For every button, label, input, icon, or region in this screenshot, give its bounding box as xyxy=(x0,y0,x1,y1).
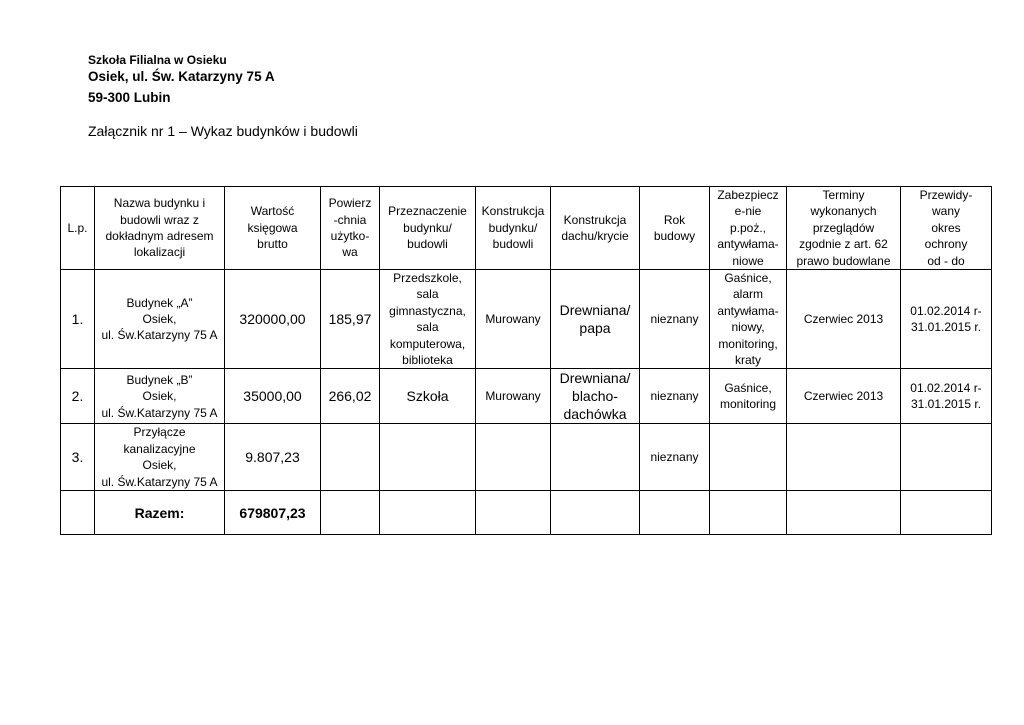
cell-value: 9.807,23 xyxy=(225,424,321,491)
col-header-inspections: Terminy wykonanych przeglądów zgodnie z art. 62 prawo budowlane xyxy=(787,187,901,270)
cell-roof: Drewniana/ blacho- dachówka xyxy=(551,369,640,424)
col-header-protection: Przewidy- wany okres ochrony od - do xyxy=(901,187,992,270)
cell-empty xyxy=(640,491,710,535)
school-name: Szkoła Filialna w Osieku xyxy=(88,53,227,67)
cell-value: 320000,00 xyxy=(225,270,321,369)
col-header-year: Rok budowy xyxy=(640,187,710,270)
cell-year: nieznany xyxy=(640,424,710,491)
table-total-row xyxy=(61,491,992,535)
cell-protection: 01.02.2014 r- 31.01.2015 r. xyxy=(901,369,992,424)
cell-security: Gaśnice, monitoring xyxy=(710,369,787,424)
total-value: 679807,23 xyxy=(225,491,321,535)
table-row xyxy=(61,270,992,369)
cell-name: Budynek „B” Osiek, ul. Św.Katarzyny 75 A xyxy=(95,369,225,424)
col-header-value: Wartość księgowa brutto xyxy=(225,187,321,270)
col-header-lp: L.p. xyxy=(61,187,95,270)
cell-security: Gaśnice, alarm antywłama- niowy, monitoring, kraty xyxy=(710,270,787,369)
col-header-security: Zabezpiecz e-nie p.poż., antywłama- niowe xyxy=(710,187,787,270)
annex-title: Załącznik nr 1 – Wykaz budynków i budowli xyxy=(88,123,358,139)
cell-construction: Murowany xyxy=(476,369,551,424)
cell-year: nieznany xyxy=(640,270,710,369)
cell-purpose xyxy=(380,424,476,491)
cell-inspections: Czerwiec 2013 xyxy=(787,270,901,369)
col-header-name: Nazwa budynku i budowli wraz z dokładnym adresem lokalizacji xyxy=(95,187,225,270)
cell-roof: Drewniana/ papa xyxy=(551,270,640,369)
table-row xyxy=(61,424,992,491)
cell-security xyxy=(710,424,787,491)
col-header-purpose: Przeznaczenie budynku/ budowli xyxy=(380,187,476,270)
table-row xyxy=(61,369,992,424)
cell-lp: 2. xyxy=(61,369,95,424)
cell-area: 185,97 xyxy=(321,270,380,369)
cell-empty xyxy=(476,491,551,535)
cell-empty xyxy=(787,491,901,535)
cell-empty xyxy=(710,491,787,535)
cell-empty xyxy=(321,491,380,535)
cell-lp: 1. xyxy=(61,270,95,369)
cell-inspections xyxy=(787,424,901,491)
buildings-table xyxy=(60,186,992,535)
cell-year: nieznany xyxy=(640,369,710,424)
address-line-1: Osiek, ul. Św. Katarzyny 75 A xyxy=(88,69,275,84)
cell-lp: 3. xyxy=(61,424,95,491)
cell-empty xyxy=(551,491,640,535)
cell-construction: Murowany xyxy=(476,270,551,369)
cell-roof xyxy=(551,424,640,491)
col-header-roof: Konstrukcja dachu/krycie xyxy=(551,187,640,270)
cell-purpose: Szkoła xyxy=(380,369,476,424)
cell-protection xyxy=(901,424,992,491)
cell-name: Przyłącze kanalizacyjne Osiek, ul. Św.Katarzyny 75 A xyxy=(95,424,225,491)
cell-empty xyxy=(901,491,992,535)
cell-value: 35000,00 xyxy=(225,369,321,424)
cell-construction xyxy=(476,424,551,491)
col-header-area: Powierz -chnia użytko- wa xyxy=(321,187,380,270)
cell-inspections: Czerwiec 2013 xyxy=(787,369,901,424)
cell-area: 266,02 xyxy=(321,369,380,424)
cell-name: Budynek „A” Osiek, ul. Św.Katarzyny 75 A xyxy=(95,270,225,369)
cell-empty xyxy=(61,491,95,535)
total-label: Razem: xyxy=(95,491,225,535)
cell-purpose: Przedszkole, sala gimnastyczna, sala komputerowa, biblioteka xyxy=(380,270,476,369)
address-line-2: 59-300 Lubin xyxy=(88,90,171,105)
col-header-construction: Konstrukcja budynku/ budowli xyxy=(476,187,551,270)
cell-protection: 01.02.2014 r- 31.01.2015 r. xyxy=(901,270,992,369)
table-header-row xyxy=(61,187,992,270)
cell-area xyxy=(321,424,380,491)
cell-empty xyxy=(380,491,476,535)
